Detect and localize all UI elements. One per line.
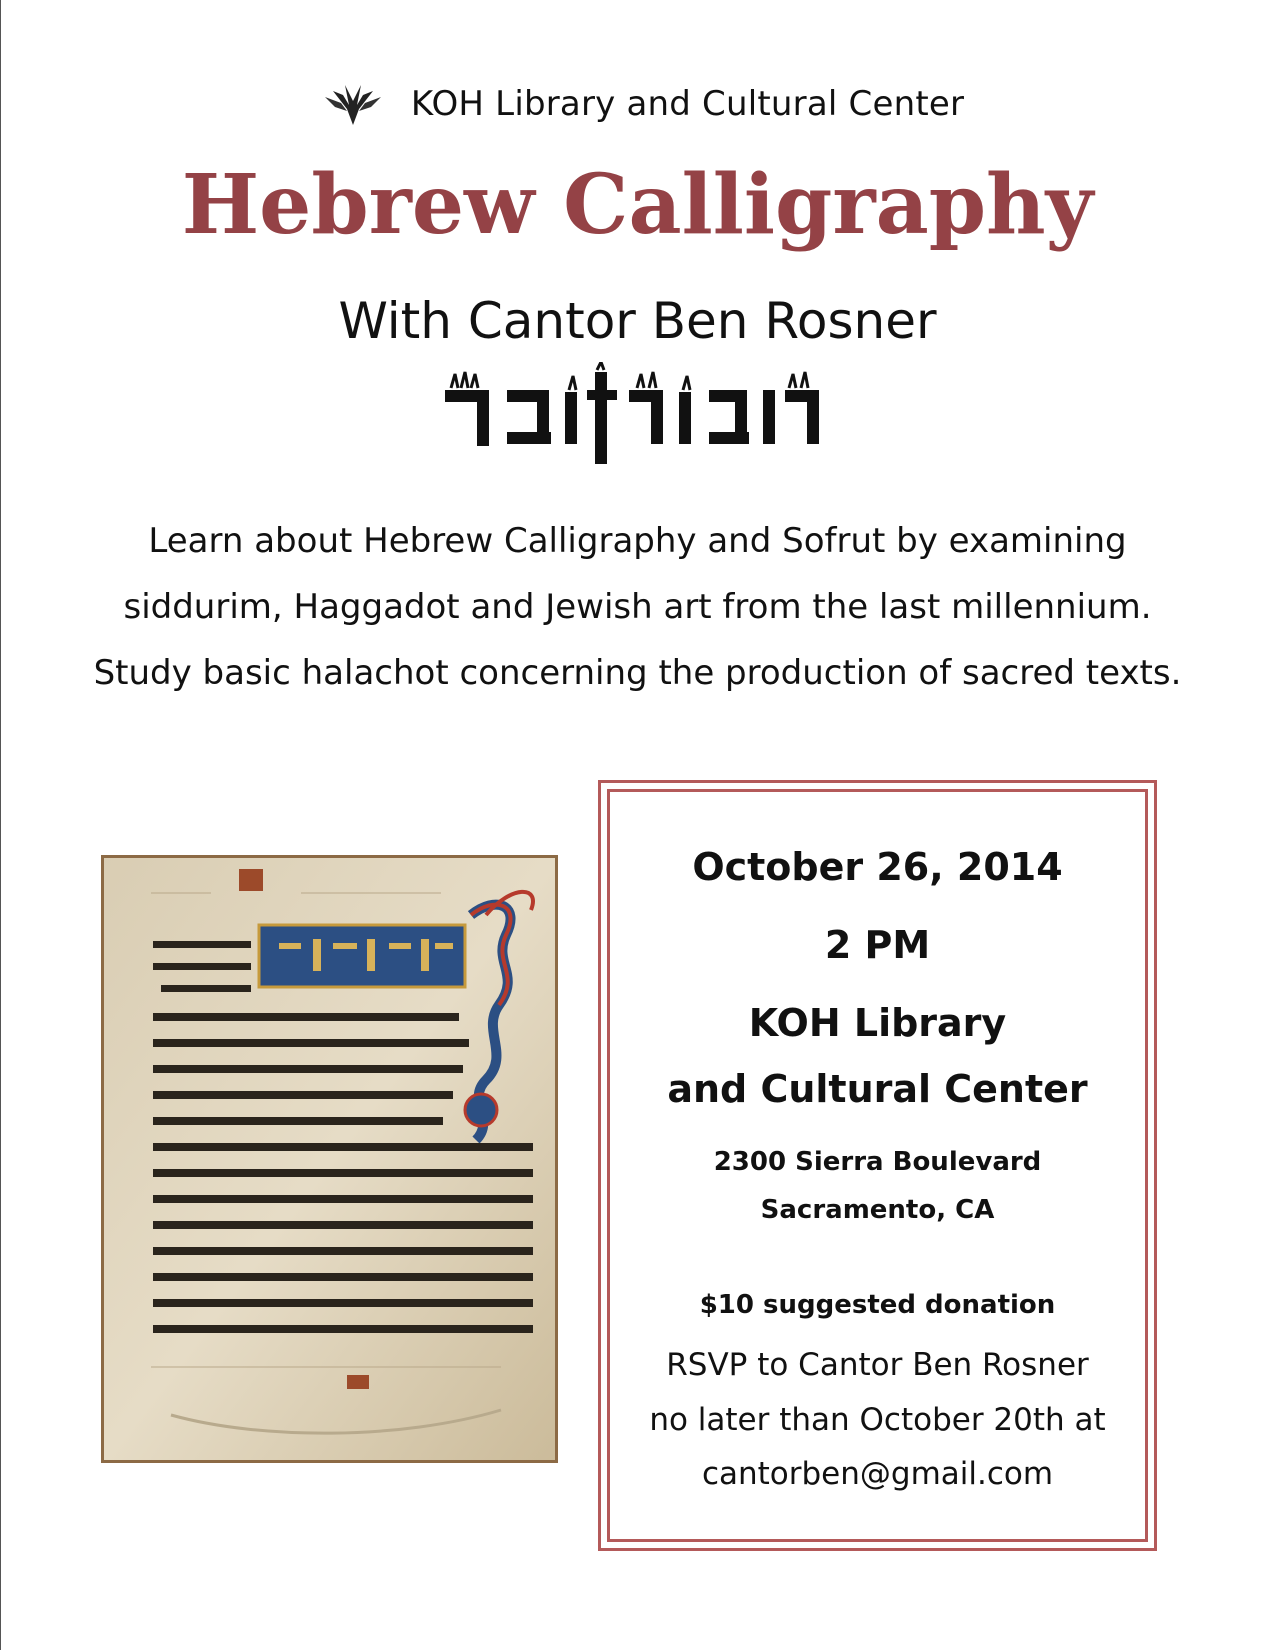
rsvp-line2: no later than October 20th at [649, 1402, 1106, 1438]
event-description: Learn about Hebrew Calligraphy and Sofrut by examining siddurim, Haggadot and Jewish art from the last millennium. Study basic halachot concerning the production of sacred texts. [93, 521, 1182, 693]
organization-name: KOH Library and Cultural Center [410, 84, 965, 124]
rsvp-email: cantorben@gmail.com [701, 1456, 1054, 1492]
venue-name-line1: KOH Library [748, 1001, 1007, 1045]
organization-header [0, 78, 1275, 130]
suggested-donation: $10 suggested donation [699, 1290, 1056, 1320]
event-subtitle: With Cantor Ben Rosner [338, 292, 937, 350]
event-title: Hebrew Calligraphy [181, 157, 1094, 253]
venue-name-line2: and Cultural Center [667, 1067, 1088, 1111]
hebrew-calligraphy-name-image [437, 362, 827, 474]
illuminated-manuscript-image [101, 855, 558, 1463]
rsvp-line1: RSVP to Cantor Ben Rosner [666, 1347, 1089, 1383]
menorah-logo-icon [321, 81, 385, 127]
event-time: 2 PM [824, 923, 931, 967]
venue-street: 2300 Sierra Boulevard [713, 1147, 1042, 1177]
event-date: October 26, 2014 [692, 845, 1063, 889]
venue-city: Sacramento, CA [760, 1195, 995, 1225]
event-details-box [598, 780, 1157, 1551]
